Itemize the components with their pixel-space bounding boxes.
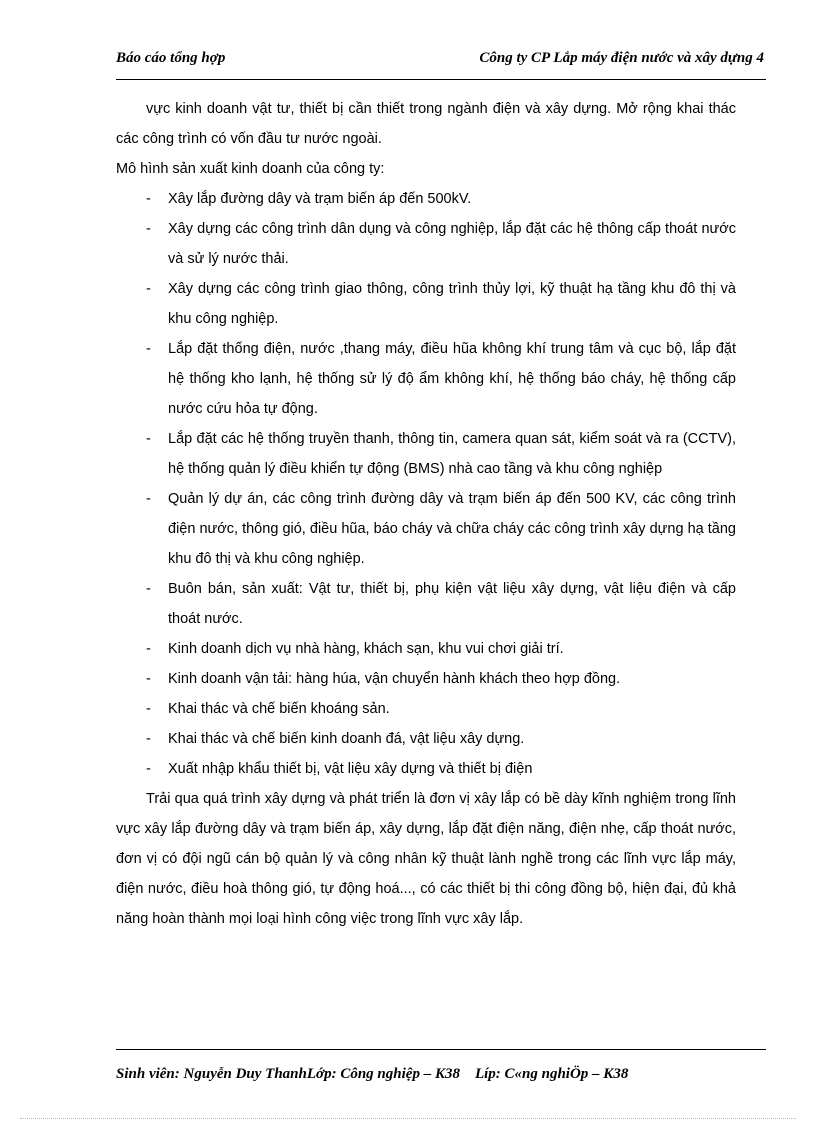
list-item-text: Xây dựng các công trình dân dụng và công nghiệp, lắp đặt các hệ thông cấp thoát nước và sử lý nước thải. bbox=[168, 221, 736, 267]
list-item-text: Kinh doanh dịch vụ nhà hàng, khách sạn, khu vui chơi giải trí. bbox=[168, 641, 564, 657]
list-item-text: Khai thác và chế biến kinh doanh đá, vật liệu xây dựng. bbox=[168, 731, 525, 747]
list-item-text: Quản lý dự án, các công trình đường dây và trạm biến áp đến 500 KV, các công trình điện nước, thông gió, điều hũa, báo cháy và chữa cháy các công trình xây dựng hạ tầng khu đô thị và khu công nghiệp. bbox=[168, 491, 736, 567]
footer-divider bbox=[116, 1049, 766, 1050]
bullet-marker: - bbox=[146, 341, 151, 357]
business-lines-list bbox=[116, 184, 736, 784]
list-item bbox=[116, 424, 736, 484]
list-item-text: Lắp đặt thống điện, nước ,thang máy, điều hũa không khí trung tâm và cục bộ, lắp đặt hệ thống kho lạnh, hệ thống sử lý độ ẩm không khí, hệ thống báo cháy, hệ thống cấp nước cứu hỏa tự động. bbox=[168, 341, 736, 417]
list-item bbox=[116, 724, 736, 754]
bullet-marker: - bbox=[146, 671, 151, 687]
page-header bbox=[116, 50, 764, 67]
bullet-marker: - bbox=[146, 701, 151, 717]
bullet-marker: - bbox=[146, 491, 151, 507]
business-model-heading: Mô hình sản xuất kinh doanh của công ty: bbox=[116, 161, 385, 177]
closing-paragraph: Trải qua quá trình xây dựng và phát triển là đơn vị xây lắp có bề dày kĩnh nghiệm trong lĩnh vực xây lắp đường dây và trạm biến áp, xây dựng, lắp đặt điện năng, điện nhẹ, cấp thoát nước, đơn vị có đội ngũ cán bộ quản lý và công nhân kỹ thuật lành nghề trong các lĩnh vực lắp máy, điện nước, điều hoà thông gió, tự động hoá..., có các thiết bị thi công đồng bộ, hiện đại, đủ khả năng hoàn thành mọi loại hình công việc trong lĩnh vực xây lắp. bbox=[116, 791, 736, 927]
bullet-marker: - bbox=[146, 281, 151, 297]
bullet-marker: - bbox=[146, 731, 151, 747]
bullet-marker: - bbox=[146, 641, 151, 657]
bullet-marker: - bbox=[146, 431, 151, 447]
list-item-text: Xuất nhập khẩu thiết bị, vật liệu xây dựng và thiết bị điện bbox=[168, 761, 533, 777]
list-item-text: Xây lắp đường dây và trạm biến áp đến 500kV. bbox=[168, 191, 472, 207]
document-body bbox=[116, 94, 736, 934]
bullet-marker: - bbox=[146, 191, 151, 207]
header-report-title: Báo cáo tổng hợp bbox=[116, 50, 226, 66]
bullet-marker: - bbox=[146, 761, 151, 777]
list-item bbox=[116, 274, 736, 334]
list-item bbox=[116, 694, 736, 724]
footer-class: Lớp: Công nghiệp – K38 bbox=[306, 1066, 460, 1082]
bullet-marker: - bbox=[146, 221, 151, 237]
list-item bbox=[116, 754, 736, 784]
bullet-marker: - bbox=[146, 581, 151, 597]
list-item-text: Lắp đặt các hệ thống truyền thanh, thông tin, camera quan sát, kiểm soát và ra (CCTV), hệ thống quản lý điều khiển tự động (BMS) nhà cao tầng và khu công nghiệp bbox=[168, 431, 736, 477]
list-item bbox=[116, 484, 736, 574]
intro-paragraph: vực kinh doanh vật tư, thiết bị cần thiết trong ngành điện và xây dựng. Mở rộng khai thác các công trình có vốn đầu tư nước ngoài. bbox=[116, 101, 736, 147]
page-edge bbox=[20, 1118, 796, 1119]
list-item-text: Khai thác và chế biến khoáng sản. bbox=[168, 701, 390, 717]
list-item bbox=[116, 664, 736, 694]
list-item bbox=[116, 634, 736, 664]
footer-class-garbled: Líp: C«ng nghiÖp – K38 bbox=[474, 1066, 629, 1082]
list-item-text: Buôn bán, sản xuất: Vật tư, thiết bị, phụ kiện vật liệu xây dựng, vật liệu điện và cấp thoát nước. bbox=[168, 581, 736, 627]
header-company-name: Công ty CP Lắp máy điện nước và xây dựng 4 bbox=[479, 50, 764, 66]
list-item-text: Xây dựng các công trình giao thông, công trình thủy lợi, kỹ thuật hạ tầng khu đô thị và khu công nghiệp. bbox=[168, 281, 736, 327]
list-item bbox=[116, 334, 736, 424]
list-item bbox=[116, 184, 736, 214]
footer-student-name: Sinh viên: Nguyễn Duy Thanh bbox=[116, 1066, 307, 1082]
list-item bbox=[116, 214, 736, 274]
list-item bbox=[116, 574, 736, 634]
header-divider bbox=[116, 79, 766, 80]
list-item-text: Kinh doanh vận tải: hàng húa, vận chuyển hành khách theo hợp đồng. bbox=[168, 671, 621, 687]
page-footer bbox=[116, 1066, 736, 1083]
